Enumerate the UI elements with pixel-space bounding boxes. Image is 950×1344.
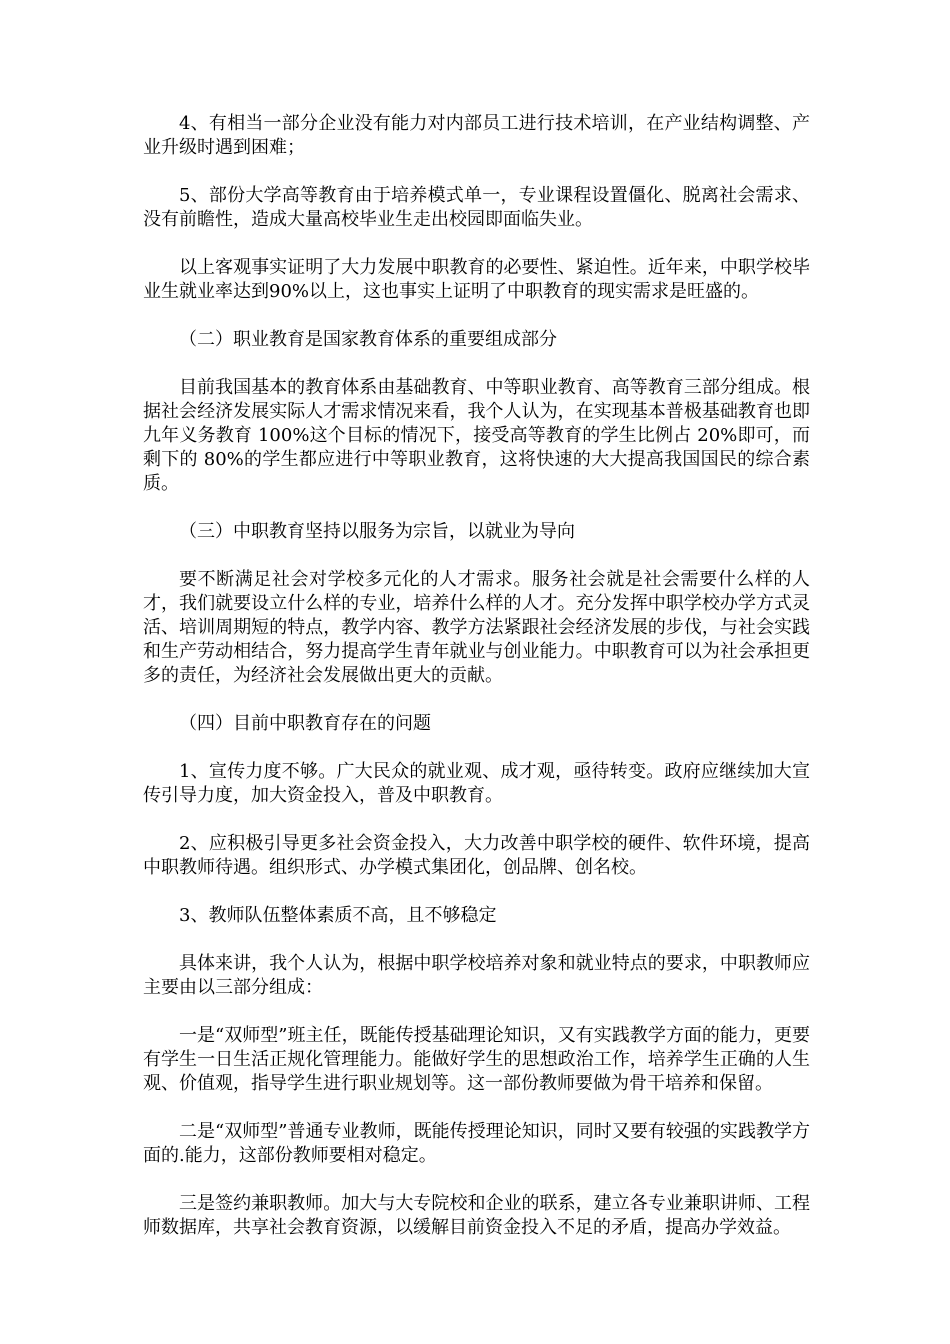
- paragraph-service-orientation: 要不断满足社会对学校多元化的人才需求。服务社会就是社会需要什么样的人才，我们就要设立什么样的专业，培养什么样的人才。充分发挥中职学校办学方式灵活、培训周期短的特点，教学内容、教学方法紧跟社会经济发展的步伐，与社会实践和生产劳动相结合，努力提高学生青年就业与创业能力。中职教育可以为社会承担更多的责任，为经济社会发展做出更大的贡献。: [143, 569, 810, 686]
- paragraph-education-system: 目前我国基本的教育体系由基础教育、中等职业教育、高等教育三部分组成。根据社会经济发展实际人才需求情况来看，我个人认为，在实现基本普极基础教育也即九年义务教育 100%这个目标的情况下，接受高等教育的学生比例占 20%即可，而剩下的 80%的学生都应进行中等职业教育，这将快速的大大提高我国国民的综合素质。: [143, 377, 810, 494]
- paragraph-item-5: 5、部份大学高等教育由于培养模式单一，专业课程设置僵化、脱离社会需求、没有前瞻性，造成大量高校毕业生走出校园即面临失业。: [143, 185, 810, 230]
- section-heading-4: （四）目前中职教育存在的问题: [179, 713, 431, 734]
- paragraph-teacher-composition: 具体来讲，我个人认为，根据中职学校培养对象和就业特点的要求，中职教师应主要由以三部分组成：: [143, 953, 810, 998]
- teacher-type-2: 二是“双师型”普通专业教师，既能传授理论知识，同时又要有较强的实践教学方面的.能力，这部份教师要相对稳定。: [143, 1121, 810, 1166]
- teacher-type-3: 三是签约兼职教师。加大与大专院校和企业的联系，建立各专业兼职讲师、工程师数据库，共享社会教育资源，以缓解目前资金投入不足的矛盾，提高办学效益。: [143, 1193, 810, 1238]
- paragraph-item-4: 4、有相当一部分企业没有能力对内部员工进行技术培训，在产业结构调整、产业升级时遇到困难；: [143, 113, 810, 158]
- problem-item-2: 2、应积极引导更多社会资金投入，大力改善中职学校的硬件、软件环境，提高中职教师待遇。组织形式、办学模式集团化，创品牌、创名校。: [143, 833, 810, 878]
- paragraph-conclusion: 以上客观事实证明了大力发展中职教育的必要性、紧迫性。近年来，中职学校毕业生就业率达到90%以上，这也事实上证明了中职教育的现实需求是旺盛的。: [143, 257, 810, 302]
- section-heading-3: （三）中职教育坚持以服务为宗旨，以就业为导向: [179, 521, 575, 542]
- problem-item-3: 3、教师队伍整体素质不高，且不够稳定: [179, 905, 497, 926]
- problem-item-1: 1、宣传力度不够。广大民众的就业观、成才观，亟待转变。政府应继续加大宣传引导力度，加大资金投入，普及中职教育。: [143, 761, 810, 806]
- section-heading-2: （二）职业教育是国家教育体系的重要组成部分: [179, 329, 557, 350]
- document-body: [143, 112, 810, 1264]
- teacher-type-1: 一是“双师型”班主任，既能传授基础理论知识，又有实践教学方面的能力，更要有学生一日生活正规化管理能力。能做好学生的思想政治工作，培养学生正确的人生观、价值观，指导学生进行职业规划等。这一部份教师要做为骨干培养和保留。: [143, 1025, 810, 1094]
